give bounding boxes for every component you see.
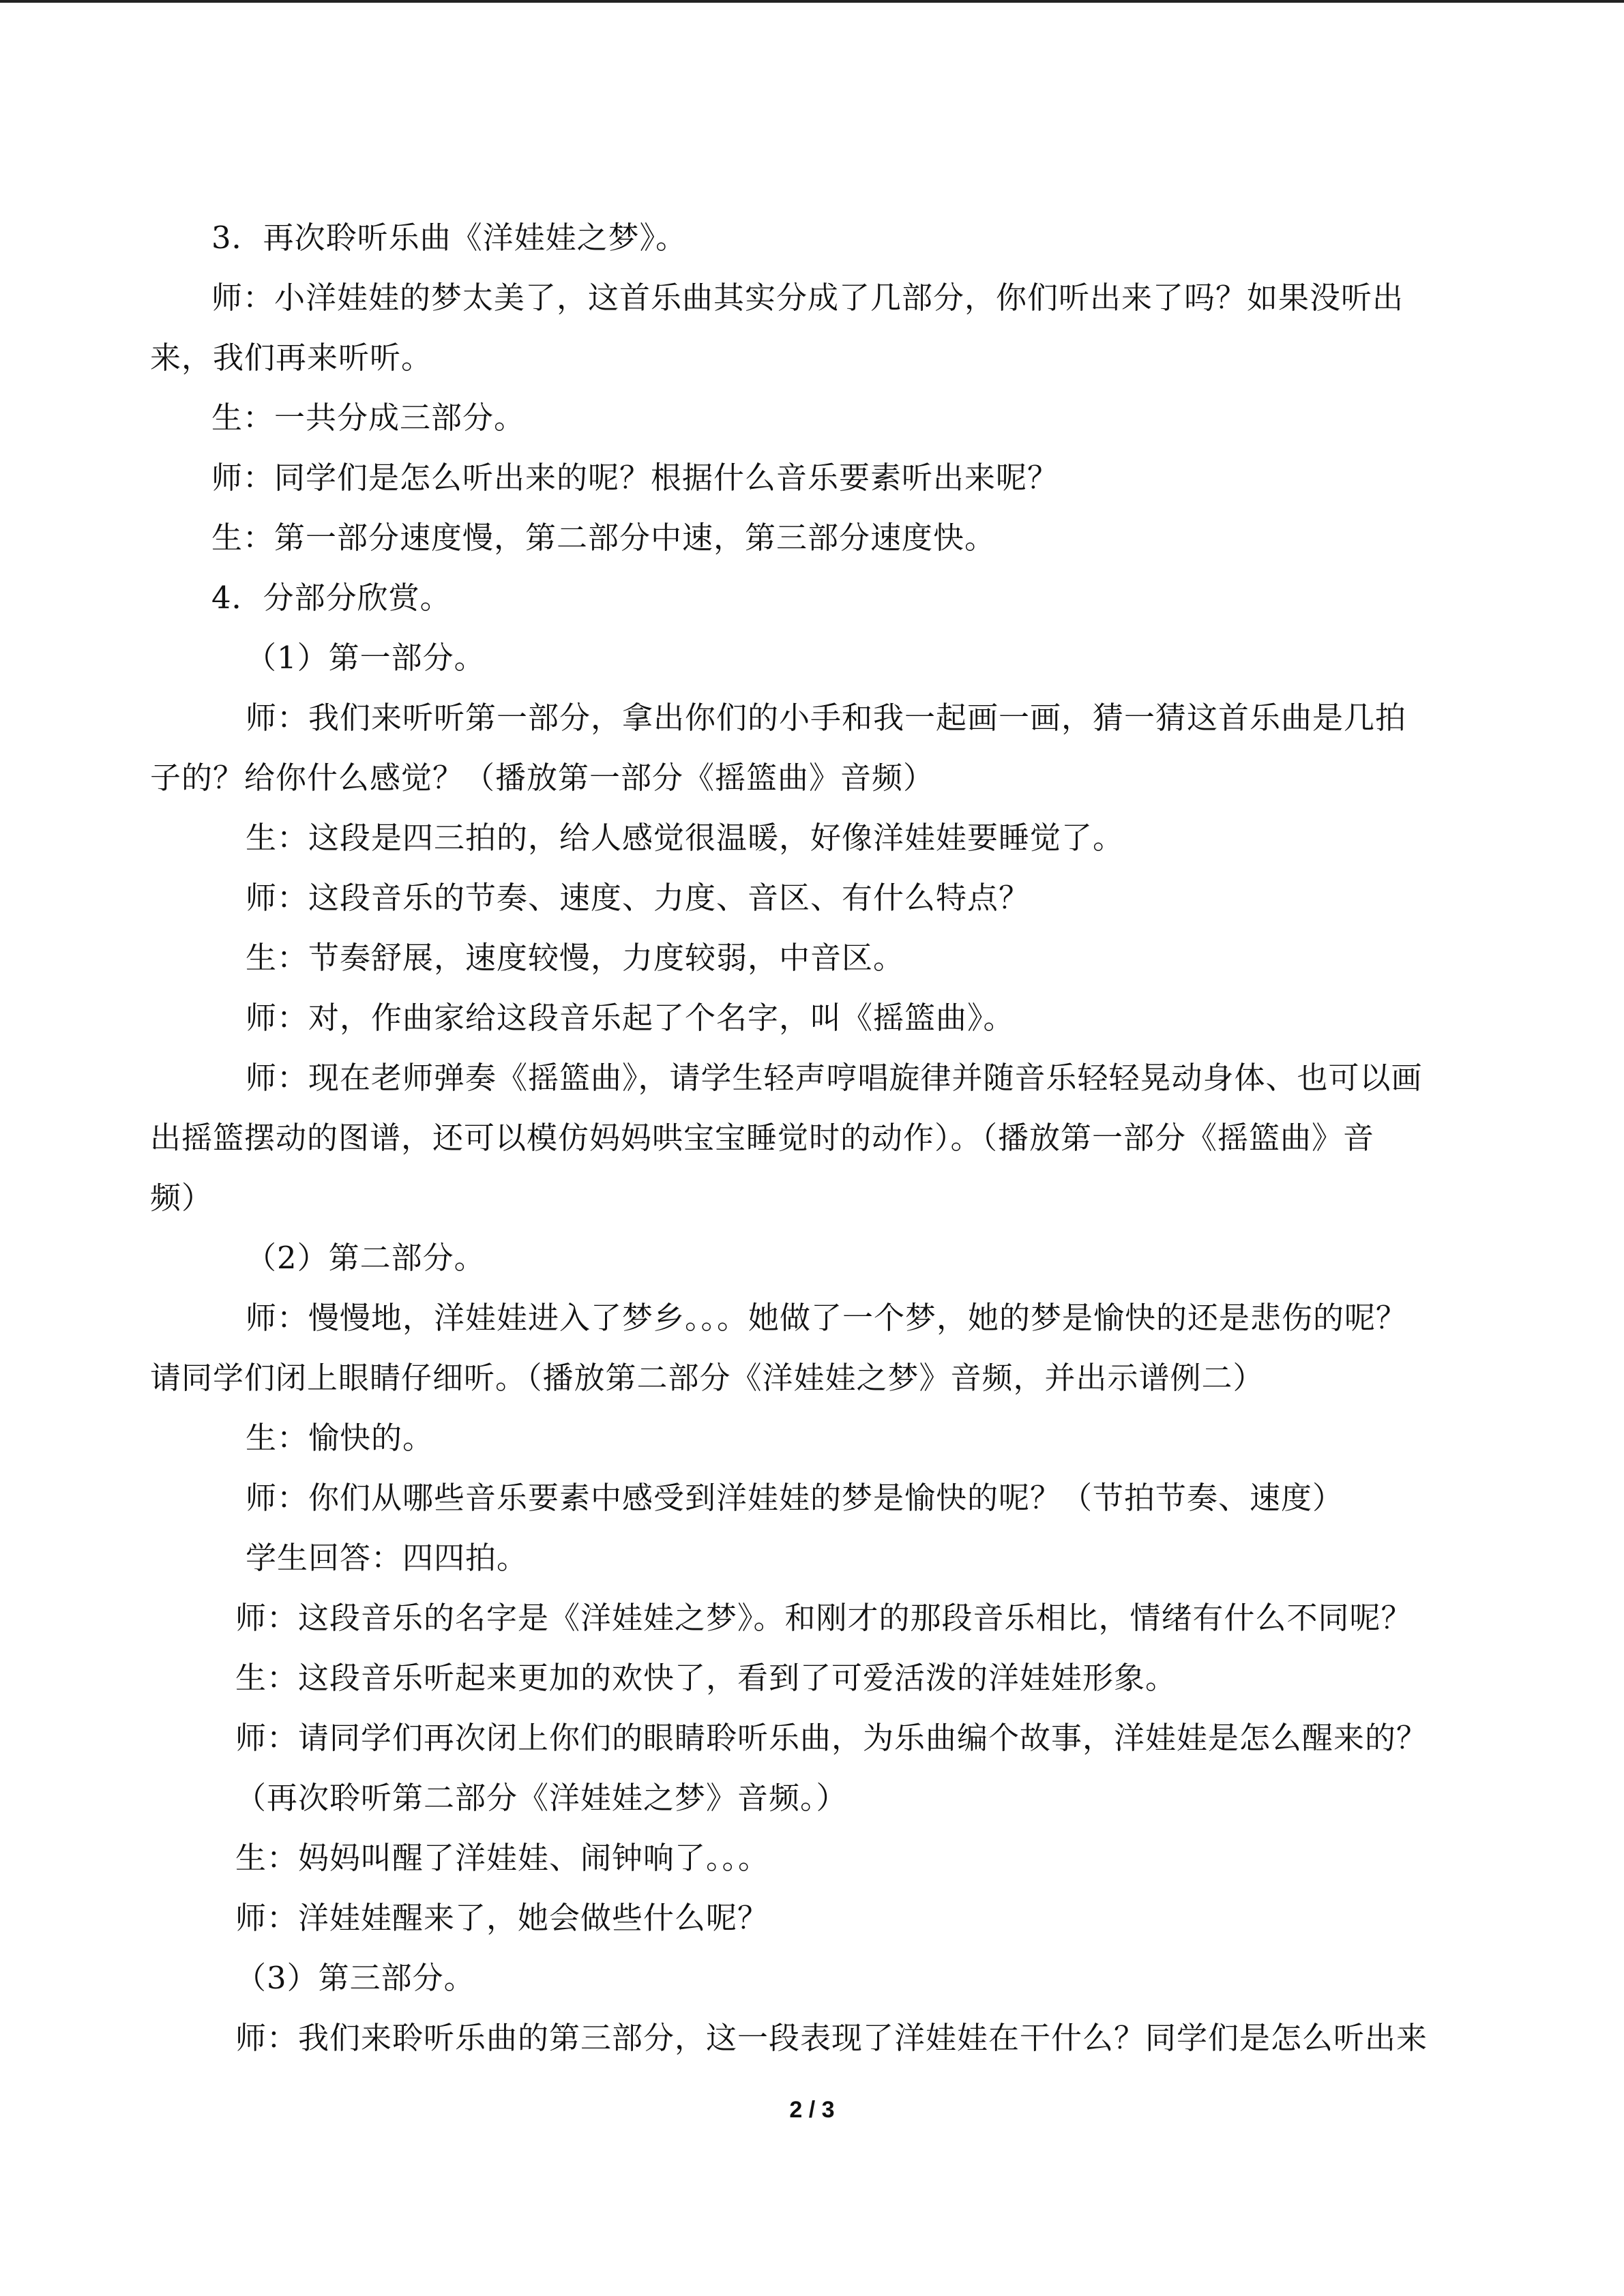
text-line: （再次聆听第二部分《洋娃娃之梦》音频。） bbox=[235, 1780, 848, 1816]
text-line: 师：我们来聆听乐曲的第三部分，这一段表现了洋娃娃在干什么？同学们是怎么听出来 bbox=[235, 2020, 1428, 2056]
text-line: 请同学们闭上眼睛仔细听。（播放第二部分《洋娃娃之梦》音频，并出示谱例二） bbox=[150, 1360, 1265, 1396]
page-number: 2 / 3 bbox=[789, 2097, 835, 2123]
page-top-border bbox=[0, 0, 1624, 3]
text-line: 师：洋娃娃醒来了，她会做些什么呢？ bbox=[235, 1900, 769, 1936]
text-line: 师：请同学们再次闭上你们的眼睛聆听乐曲，为乐曲编个故事，洋娃娃是怎么醒来的？ bbox=[235, 1720, 1428, 1756]
text-line: （1）第一部分。 bbox=[246, 640, 486, 676]
text-line: 师：我们来听听第一部分，拿出你们的小手和我一起画一画，猜一猜这首乐曲是几拍 bbox=[246, 700, 1407, 736]
text-line: 生：这段音乐听起来更加的欢快了，看到了可爱活泼的洋娃娃形象。 bbox=[235, 1660, 1177, 1696]
text-line: 师：这段音乐的名字是《洋娃娃之梦》。和刚才的那段音乐相比，情绪有什么不同呢？ bbox=[235, 1600, 1413, 1636]
text-line: 4．分部分欣赏。 bbox=[211, 580, 452, 616]
text-line: （3）第三部分。 bbox=[235, 1960, 475, 1996]
text-line: 生：节奏舒展，速度较慢，力度较弱，中音区。 bbox=[246, 940, 905, 976]
text-line: 师：现在老师弹奏《摇篮曲》，请学生轻声哼唱旋律并随音乐轻轻晃动身体、也可以画 bbox=[246, 1060, 1423, 1096]
text-line: 来，我们再来听听。 bbox=[150, 340, 433, 376]
text-line: 生：这段是四三拍的，给人感觉很温暖，好像洋娃娃要睡觉了。 bbox=[246, 820, 1125, 856]
text-line: 生：一共分成三部分。 bbox=[211, 400, 526, 436]
text-line: 生：愉快的。 bbox=[246, 1420, 434, 1456]
text-line: 生：第一部分速度慢，第二部分中速，第三部分速度快。 bbox=[211, 520, 996, 556]
text-line: 师：小洋娃娃的梦太美了，这首乐曲其实分成了几部分，你们听出来了吗？如果没听出 bbox=[211, 280, 1404, 316]
text-line: 师：你们从哪些音乐要素中感受到洋娃娃的梦是愉快的呢？（节拍节奏、速度） bbox=[246, 1480, 1344, 1516]
document-body bbox=[150, 208, 1477, 2068]
text-line: 子的？给你什么感觉？（播放第一部分《摇篮曲》音频） bbox=[150, 760, 935, 796]
text-line: 师：同学们是怎么听出来的呢？根据什么音乐要素听出来呢？ bbox=[211, 460, 1059, 496]
text-line: 出摇篮摆动的图谱，还可以模仿妈妈哄宝宝睡觉时的动作）。（播放第一部分《摇篮曲》音 bbox=[150, 1120, 1375, 1156]
text-line: 学生回答：四四拍。 bbox=[246, 1540, 529, 1576]
text-line: 师：这段音乐的节奏、速度、力度、音区、有什么特点？ bbox=[246, 880, 1031, 916]
text-line: 师：慢慢地，洋娃娃进入了梦乡。。。她做了一个梦，她的梦是愉快的还是悲伤的呢？ bbox=[246, 1300, 1408, 1336]
text-line: 生：妈妈叫醒了洋娃娃、闹钟响了。。。 bbox=[235, 1840, 770, 1876]
text-line: 师：对，作曲家给这段音乐起了个名字，叫《摇篮曲》。 bbox=[246, 1000, 1015, 1036]
text-line: 频） bbox=[150, 1180, 213, 1216]
text-line: 3．再次聆听乐曲《洋娃娃之梦》。 bbox=[211, 220, 688, 256]
text-line: （2）第二部分。 bbox=[246, 1240, 486, 1276]
